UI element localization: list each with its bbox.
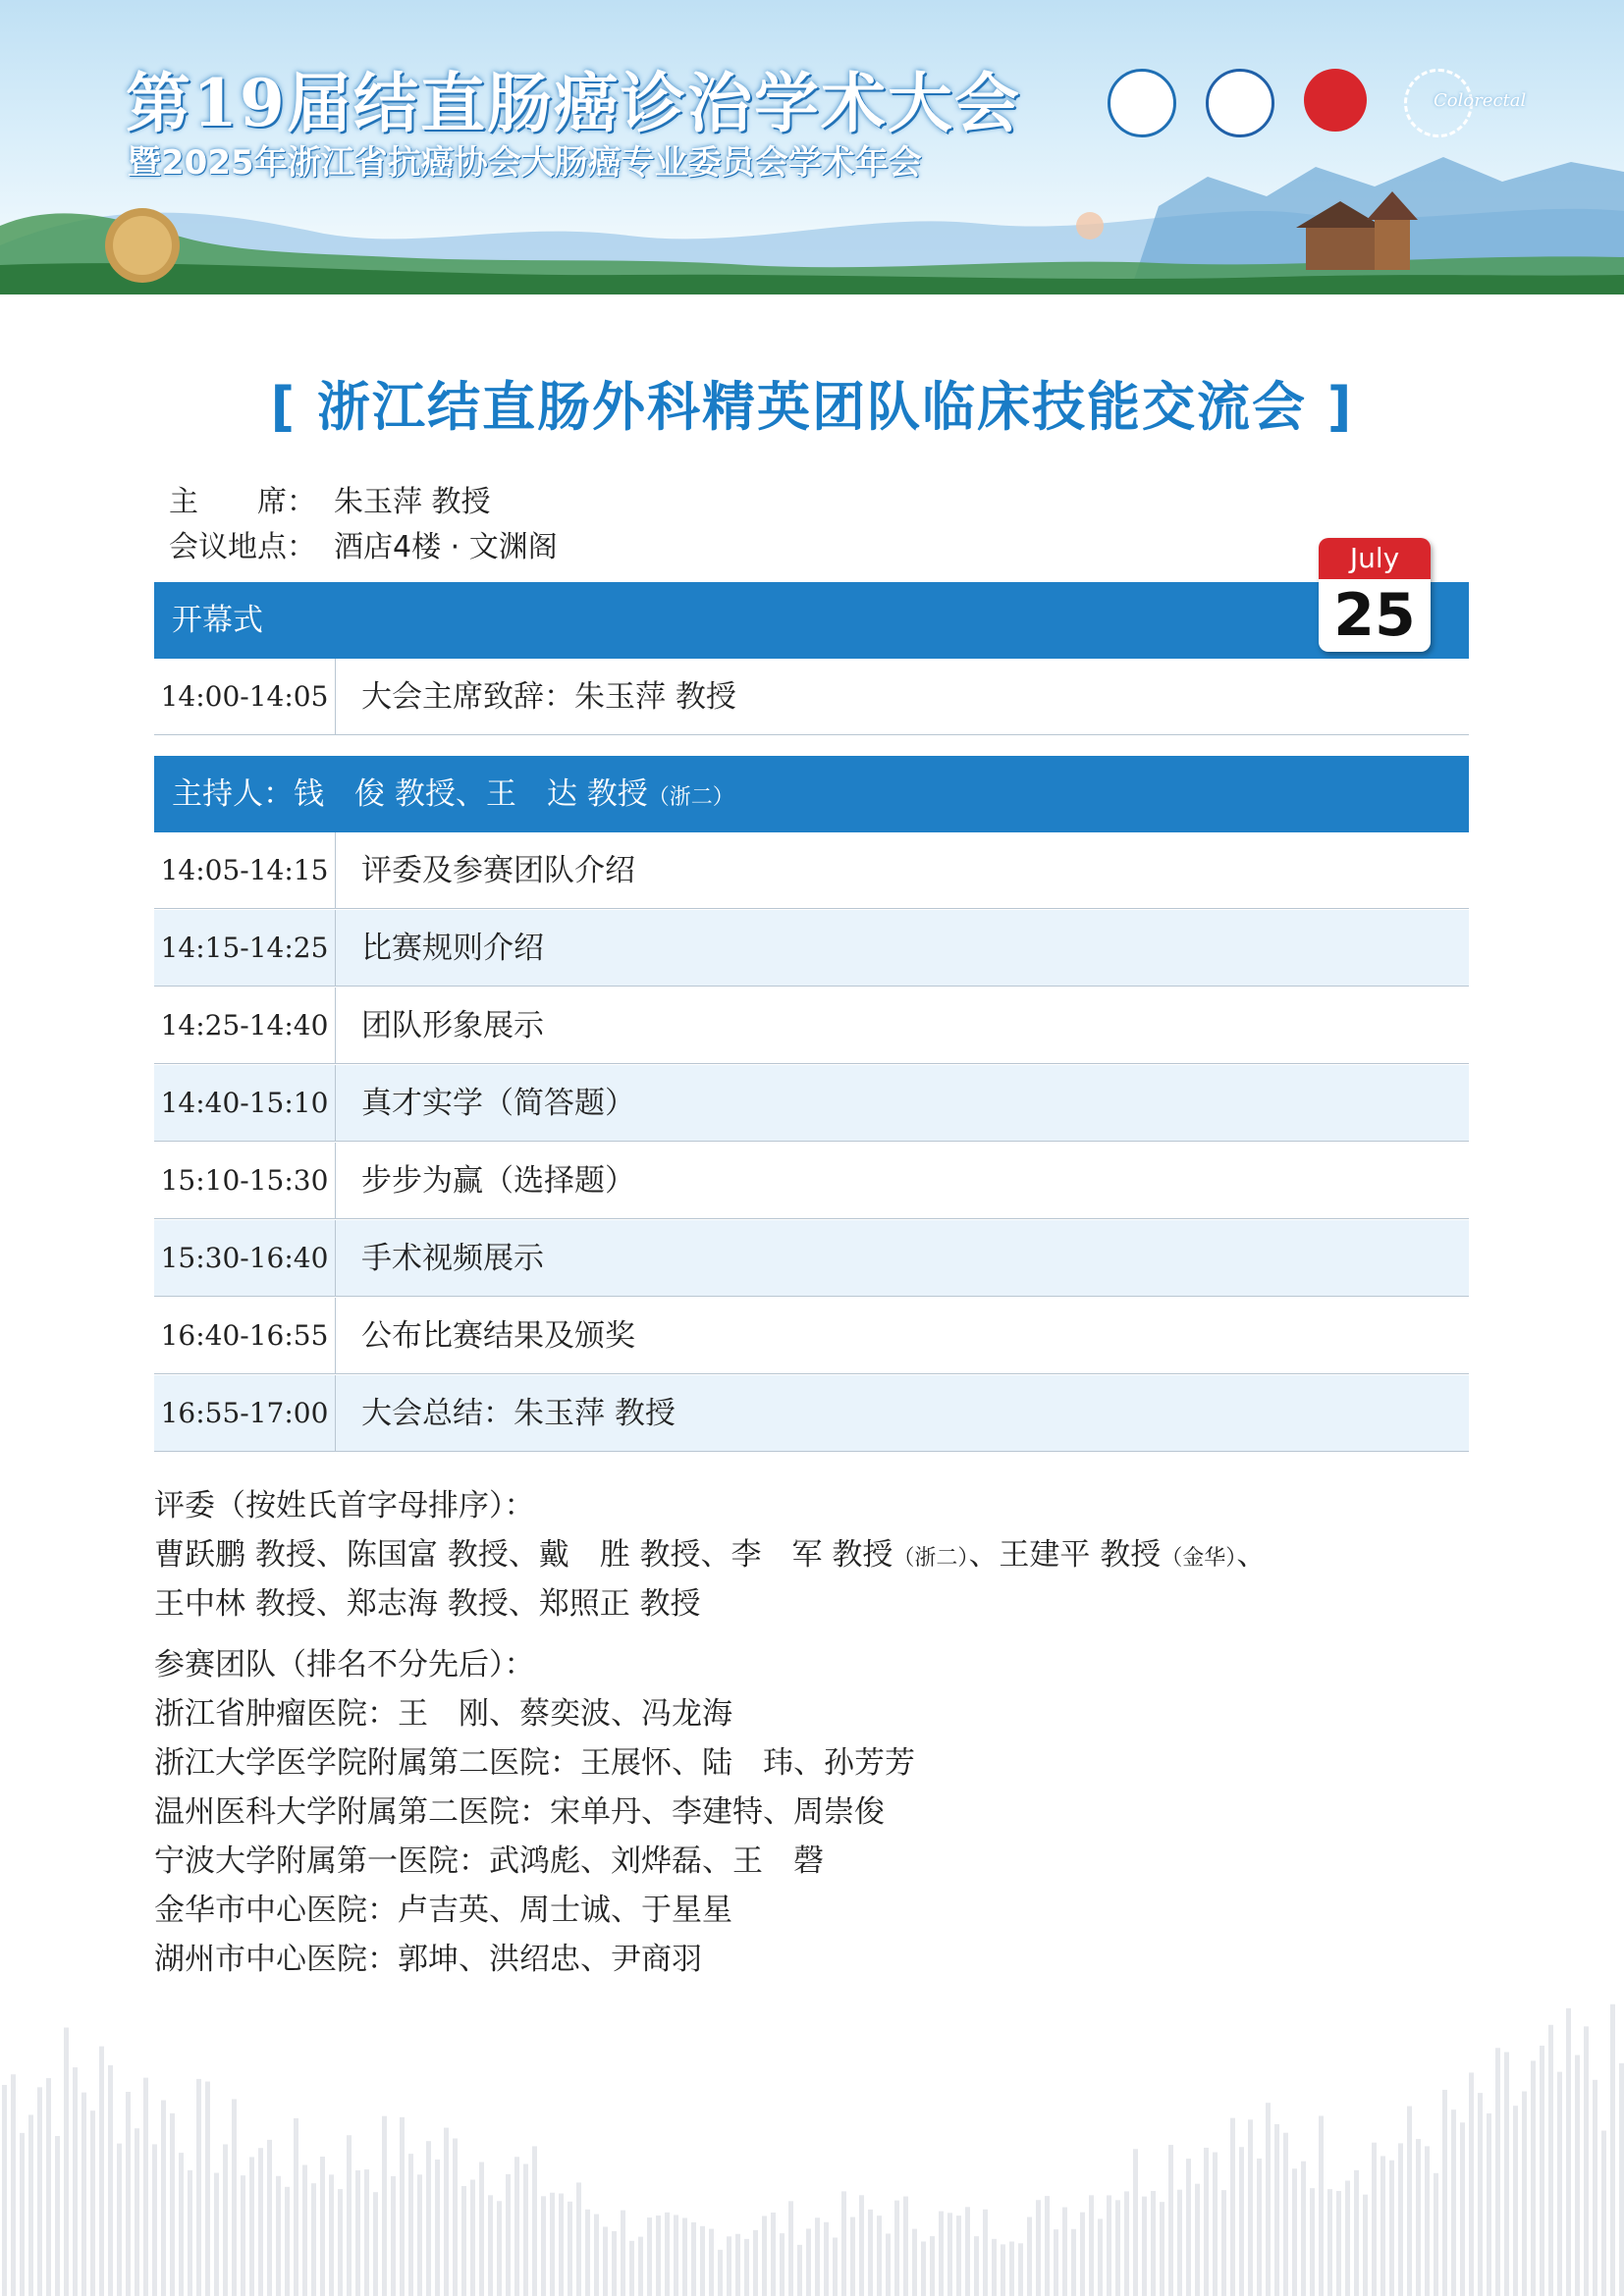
conference-title: 第19届结直肠癌诊治学术大会	[126, 65, 1021, 141]
judges-names-b: 、王建平 教授	[968, 1537, 1162, 1573]
host-header	[154, 756, 1469, 832]
decorative-bar	[276, 2176, 281, 2296]
decorative-bar	[1168, 2145, 1173, 2296]
decorative-bar	[992, 2239, 997, 2296]
decorative-bar	[196, 2079, 201, 2296]
decorative-bar	[1478, 2093, 1483, 2296]
decorative-bar	[1292, 2168, 1297, 2296]
decorative-bar	[912, 2229, 917, 2296]
decorative-bar	[665, 2213, 670, 2296]
decorative-bar	[541, 2196, 546, 2296]
table-row	[154, 659, 1469, 735]
judges-note-zheer: （浙二）	[893, 1546, 969, 1571]
decorative-bar	[550, 2193, 555, 2296]
decorative-bar	[267, 2140, 272, 2296]
decorative-bar	[1487, 2113, 1491, 2296]
decorative-bar	[108, 2065, 113, 2296]
decorative-bar	[1283, 2133, 1288, 2296]
decorative-bar	[894, 2201, 899, 2296]
decorative-bar	[1469, 2072, 1474, 2296]
decorative-bar	[205, 2082, 210, 2296]
decorative-bar	[771, 2213, 776, 2296]
row-activity: 团队形象展示	[361, 1008, 544, 1043]
decorative-bar	[815, 2217, 820, 2296]
decorative-bar	[656, 2216, 661, 2296]
decorative-bar	[1142, 2197, 1147, 2296]
decorative-bar	[1327, 2189, 1332, 2296]
decorative-bar	[46, 2078, 51, 2296]
decorative-bar	[479, 2163, 484, 2296]
decorative-bar	[1345, 2181, 1350, 2296]
decorative-bar	[1213, 2153, 1218, 2296]
decorative-bar	[161, 2101, 166, 2296]
row-time: 15:30-16:40	[154, 1220, 336, 1297]
decorative-bar	[143, 2078, 148, 2296]
university-logo	[1206, 69, 1274, 137]
decorative-bar	[1089, 2195, 1094, 2296]
decorative-bar	[859, 2195, 864, 2296]
judges-names-c: 、	[1236, 1537, 1268, 1573]
decorative-bar	[514, 2157, 519, 2296]
decorative-bar	[1195, 2184, 1200, 2296]
decorative-bar	[1115, 2200, 1120, 2296]
decorative-bar	[753, 2230, 758, 2296]
decorative-bar	[744, 2239, 749, 2296]
decorative-bar	[594, 2215, 599, 2296]
decorative-bar	[435, 2160, 440, 2296]
decorative-bar	[506, 2174, 511, 2296]
decorative-bar	[1434, 2173, 1438, 2296]
table-row	[154, 1143, 1469, 1219]
decorative-bar	[947, 2213, 952, 2296]
decorative-bar	[780, 2233, 785, 2296]
host-header-note: （浙二）	[647, 785, 734, 810]
decorative-bar	[1054, 2229, 1058, 2296]
decorative-bar	[1336, 2191, 1341, 2296]
teams-heading: 参赛团队（排名不分先后）：	[154, 1647, 535, 1682]
decorative-bar	[338, 2189, 343, 2296]
decorative-bar	[1133, 2149, 1138, 2296]
decorative-bar	[939, 2212, 944, 2296]
decorative-bar	[1036, 2200, 1041, 2296]
decorative-bar	[1257, 2159, 1262, 2296]
decorative-bar	[152, 2144, 157, 2296]
decorative-bar	[364, 2169, 369, 2296]
decorative-bar	[1266, 2103, 1271, 2296]
judges-line-2: 王中林 教授、郑志海 教授、郑照正 教授	[154, 1586, 701, 1622]
decorative-bar	[1310, 2188, 1315, 2296]
decorative-bar	[833, 2237, 838, 2296]
row-activity: 手术视频展示	[361, 1241, 544, 1276]
decorative-bar	[90, 2110, 95, 2296]
row-time: 14:05-14:15	[154, 832, 336, 909]
decorative-bar	[709, 2229, 714, 2296]
chair-value: 朱玉萍 教授	[334, 485, 491, 519]
decorative-bar	[824, 2222, 829, 2296]
calendar-badge	[1319, 538, 1431, 652]
decorative-bar	[1540, 2046, 1544, 2296]
decorative-bar	[320, 2157, 325, 2296]
decorative-bar	[453, 2138, 458, 2296]
decorative-bar	[1071, 2229, 1076, 2296]
decorative-bar	[382, 2116, 387, 2296]
decorative-bar	[965, 2207, 970, 2296]
decorative-bar	[329, 2174, 334, 2296]
decorative-bar	[1610, 2004, 1615, 2296]
calendar-day: 25	[1333, 581, 1416, 650]
judges-line-1	[154, 1529, 1267, 1574]
decorative-bar	[2, 2085, 7, 2296]
venue-label: 会议地点：	[169, 530, 316, 564]
decorative-bar	[797, 2245, 802, 2296]
conference-subtitle: 暨2025年浙江省抗癌协会大肠癌专业委员会学术年会	[128, 143, 922, 183]
team-item: 金华市中心医院：卢吉英、周士诚、于星星	[154, 1893, 732, 1928]
decorative-bar	[1009, 2242, 1014, 2296]
decorative-bar	[1451, 2109, 1456, 2296]
judges-heading: 评委（按姓氏首字母排序）：	[154, 1488, 535, 1523]
decorative-bar	[214, 2173, 219, 2296]
chair-label: 主 席：	[169, 485, 316, 519]
decorative-bar	[294, 2118, 298, 2296]
table-row	[154, 1375, 1469, 1452]
decorative-bar	[1522, 2092, 1527, 2296]
venue-value: 酒店4楼 · 文渊阁	[334, 530, 558, 564]
decorative-bar	[1442, 2090, 1447, 2296]
decorative-bar	[1584, 2026, 1589, 2296]
decorative-bar	[629, 2241, 634, 2296]
decorative-bar	[249, 2157, 254, 2296]
chair-line	[169, 477, 491, 520]
decorative-bar	[37, 2087, 42, 2296]
team-item: 湖州市中心医院：郭坤、洪绍忠、尹商羽	[154, 1942, 702, 1977]
decorative-bar	[347, 2135, 352, 2296]
decorative-bar	[1389, 2161, 1394, 2296]
decorative-bar	[1319, 2116, 1324, 2296]
decorative-bar	[1557, 2072, 1562, 2296]
session-title: [ 浙江结直肠外科精英团队临床技能交流会 ]	[270, 376, 1354, 438]
team-item: 浙江大学医学院附属第二医院：王展怀、陆 玮、孙芳芳	[154, 1745, 915, 1781]
decorative-bar	[877, 2216, 882, 2296]
decorative-bar	[532, 2146, 537, 2296]
decorative-bar	[638, 2237, 643, 2296]
row-activity: 大会主席致辞：朱玉萍 教授	[361, 679, 736, 715]
decorative-bar	[1398, 2143, 1403, 2296]
decorative-bar	[258, 2148, 263, 2296]
decorative-bar	[691, 2222, 696, 2296]
decorative-bar	[1151, 2191, 1156, 2296]
row-time: 14:25-14:40	[154, 988, 336, 1064]
decorative-bar	[1027, 2217, 1032, 2296]
decorative-bar	[956, 2216, 961, 2296]
decorative-bar	[302, 2165, 307, 2296]
decorative-bar	[20, 2133, 25, 2296]
decorative-bar	[188, 2170, 192, 2296]
row-activity: 公布比赛结果及颁奖	[361, 1318, 635, 1354]
decorative-bar	[647, 2217, 652, 2296]
decorative-bar	[921, 2242, 926, 2296]
host-header-label: 主持人：钱 俊 教授、王 达 教授	[172, 776, 648, 812]
decorative-bar	[1080, 2213, 1085, 2296]
table-row	[154, 910, 1469, 987]
decorative-bar	[179, 2153, 184, 2296]
decorative-bar	[612, 2231, 617, 2296]
decorative-bar	[1239, 2147, 1244, 2296]
decorative-bar	[559, 2194, 564, 2296]
judges-names-a: 曹跃鹏 教授、陈国富 教授、戴 胜 教授、李 军 教授	[154, 1537, 893, 1573]
table-row	[154, 832, 1469, 909]
colorectal-logo-text: Colorectal	[1434, 90, 1527, 111]
decorative-bar	[983, 2210, 988, 2296]
team-item: 宁波大学附属第一医院：武鸿彪、刘烨磊、王 磬	[154, 1843, 824, 1879]
team-item: 浙江省肿瘤医院：王 刚、蔡奕波、冯龙海	[154, 1696, 732, 1732]
decorative-bar	[903, 2197, 908, 2296]
opening-header	[154, 582, 1469, 659]
decorative-bar	[400, 2117, 405, 2296]
decorative-bar	[117, 2144, 122, 2296]
decorative-bar	[1548, 2025, 1553, 2296]
decorative-bar	[568, 2202, 572, 2296]
decorative-bar	[735, 2234, 740, 2296]
decorative-bar	[603, 2226, 608, 2296]
decorative-bar	[1407, 2107, 1412, 2296]
hospital-logo	[1304, 69, 1367, 132]
decorative-bar	[1107, 2195, 1111, 2296]
decorative-bar	[1274, 2124, 1279, 2296]
decorative-bar	[1372, 2143, 1377, 2296]
decorative-bar	[1186, 2159, 1191, 2296]
decorative-bar	[1416, 2139, 1421, 2296]
decorative-bar	[1363, 2195, 1368, 2296]
decorative-bar	[1513, 2106, 1518, 2296]
row-time: 14:15-14:25	[154, 910, 336, 987]
decorative-bar	[408, 2154, 413, 2296]
decorative-bar	[762, 2216, 767, 2296]
decorative-bar	[1601, 2131, 1606, 2296]
decorative-bar	[1531, 2060, 1536, 2296]
decorative-bar	[1062, 2208, 1067, 2296]
decorative-bar	[461, 2186, 466, 2296]
opening-header-label: 开幕式	[172, 603, 263, 638]
decorative-bar	[700, 2226, 705, 2296]
decorative-bar	[497, 2201, 502, 2296]
row-activity: 比赛规则介绍	[361, 931, 544, 966]
decorative-bar	[355, 2170, 360, 2296]
decorative-bar	[135, 2128, 139, 2296]
decorative-bar	[850, 2217, 855, 2296]
table-row	[154, 1298, 1469, 1374]
decorative-bar	[930, 2236, 935, 2296]
decorative-bar	[470, 2180, 475, 2296]
decorative-bar	[1221, 2190, 1226, 2296]
table-row	[154, 988, 1469, 1064]
decorative-bar	[232, 2099, 237, 2296]
row-time: 14:00-14:05	[154, 659, 336, 735]
decorative-bar	[718, 2250, 723, 2296]
decorative-bar	[81, 2093, 86, 2296]
row-activity: 大会总结：朱玉萍 教授	[361, 1396, 676, 1431]
decorative-bar	[1230, 2118, 1235, 2296]
decorative-bar	[1045, 2196, 1050, 2296]
row-time: 14:40-15:10	[154, 1065, 336, 1142]
decorative-bar	[444, 2128, 449, 2296]
decorative-bar	[73, 2067, 78, 2296]
decorative-bar	[1098, 2218, 1103, 2296]
decorative-bar	[1018, 2243, 1023, 2296]
decorative-bar	[241, 2175, 245, 2296]
decorative-bar	[311, 2183, 316, 2296]
decorative-bar	[391, 2176, 396, 2296]
decorative-bar	[585, 2210, 590, 2296]
decorative-bar	[1177, 2190, 1182, 2296]
row-activity: 真才实学（简答题）	[361, 1086, 635, 1121]
decorative-bar	[576, 2182, 581, 2296]
decorative-bar	[55, 2136, 60, 2296]
decorative-bar	[1354, 2170, 1359, 2296]
decorative-bar	[1124, 2191, 1129, 2296]
decorative-bar	[488, 2195, 493, 2296]
calendar-month: July	[1319, 538, 1431, 579]
table-row	[154, 1220, 1469, 1297]
decorative-bar	[523, 2164, 528, 2296]
decorative-bar	[841, 2191, 846, 2296]
decorative-bar	[806, 2228, 811, 2296]
decorative-bar	[11, 2074, 16, 2296]
decorative-bar	[974, 2236, 979, 2296]
decorative-bar	[621, 2211, 625, 2296]
decorative-bar	[373, 2192, 378, 2296]
decorative-bar	[1248, 2119, 1253, 2296]
decorative-bar	[1160, 2202, 1164, 2296]
decorative-bar	[788, 2201, 793, 2296]
row-time: 16:55-17:00	[154, 1375, 336, 1452]
decorative-bar	[426, 2141, 431, 2296]
decorative-bar	[1301, 2162, 1306, 2296]
row-time: 15:10-15:30	[154, 1143, 336, 1219]
association-logo	[1108, 69, 1176, 137]
decorative-bars	[0, 1963, 1624, 2296]
venue-line	[169, 522, 558, 565]
decorative-bar	[223, 2144, 228, 2296]
row-activity: 步步为赢（选择题）	[361, 1163, 635, 1199]
decorative-bar	[886, 2233, 891, 2296]
decorative-bar	[1575, 2056, 1580, 2296]
decorative-bar	[1460, 2122, 1465, 2296]
decorative-bar	[1619, 2063, 1624, 2296]
judges-note-jinhua: （金华）	[1161, 1546, 1237, 1571]
decorative-bar	[682, 2217, 687, 2296]
decorative-bar	[1204, 2148, 1209, 2296]
decorative-bar	[28, 2114, 33, 2296]
team-item: 温州医科大学附属第二医院：宋单丹、李建特、周崇俊	[154, 1794, 885, 1830]
decorative-bar	[170, 2113, 175, 2296]
decorative-bar	[285, 2187, 290, 2296]
row-activity: 评委及参赛团队介绍	[361, 853, 635, 888]
header-banner	[0, 0, 1624, 294]
decorative-bar	[1001, 2244, 1005, 2296]
decorative-bar	[727, 2236, 731, 2296]
decorative-bar	[99, 2047, 104, 2296]
decorative-bar	[1425, 2146, 1430, 2296]
decorative-bar	[868, 2210, 873, 2296]
decorative-bar	[126, 2092, 131, 2296]
decorative-bar	[417, 2174, 422, 2296]
decorative-bar	[1566, 2008, 1571, 2296]
decorative-bar	[1504, 2053, 1509, 2296]
decorative-bar	[64, 2028, 69, 2296]
decorative-bar	[1380, 2156, 1385, 2296]
table-row	[154, 1065, 1469, 1142]
decorative-bar	[1495, 2048, 1500, 2296]
decorative-bar	[1593, 2080, 1597, 2296]
decorative-bar	[674, 2215, 678, 2296]
row-time: 16:40-16:55	[154, 1298, 336, 1374]
